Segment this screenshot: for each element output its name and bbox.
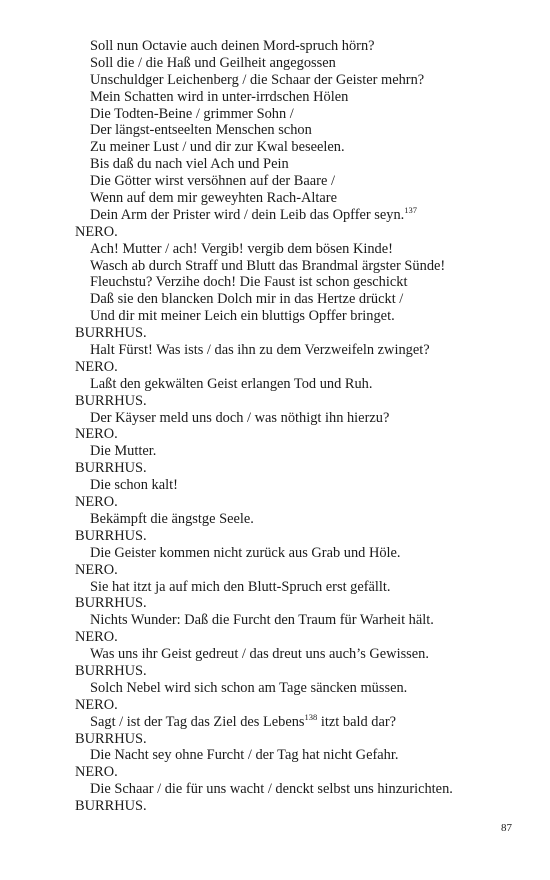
verse-line [0, 711, 550, 731]
line-text: Die Geister kommen nicht zurück aus Grab und Höle. [90, 544, 401, 561]
verse-line [0, 612, 550, 629]
line-text: Fleuchstu? Verzihe doch! Die Faust ist schon geschickt [90, 274, 408, 291]
verse-line [0, 545, 550, 562]
speaker-name [0, 629, 550, 646]
line-text: Der Käyser meld uns doch / was nöthigt ihn hierzu? [90, 409, 390, 426]
verse-line [0, 241, 550, 258]
verse-line [0, 258, 550, 275]
line-text: NERO. [75, 764, 118, 781]
verse-line [0, 477, 550, 494]
speaker-name [0, 562, 550, 579]
line-text: Wasch ab durch Straff und Blutt das Brandmal ärgster Sünde! [90, 257, 446, 274]
line-text: Mein Schatten wird in unter-irrdschen Hölen [90, 88, 349, 105]
verse-line [0, 291, 550, 308]
page-number: 87 [501, 822, 512, 834]
verse-line [0, 106, 550, 123]
speaker-name [0, 697, 550, 714]
line-text: Unschuldger Leichenberg / die Schaar der Geister mehrn? [90, 71, 425, 88]
verse-line [0, 646, 550, 663]
line-text: Die Schaar / die für uns wacht / denckt selbst uns hinzurichten. [90, 781, 453, 798]
line-text: NERO. [75, 494, 118, 511]
verse-line [0, 122, 550, 139]
verse-line [0, 781, 550, 798]
play-text [0, 38, 550, 815]
verse-line [0, 173, 550, 190]
speaker-name [0, 798, 550, 815]
verse-line [0, 511, 550, 528]
verse-line [0, 308, 550, 325]
line-text: NERO. [75, 629, 118, 646]
verse-line [0, 410, 550, 427]
speaker-name [0, 494, 550, 511]
footnote-marker: 137 [404, 204, 418, 215]
line-text: Soll die / die Haß und Geilheit angegossen [90, 54, 336, 71]
line-text: NERO. [75, 426, 118, 443]
speaker-name [0, 325, 550, 342]
line-text: Die Nacht sey ohne Furcht / der Tag hat nicht Gefahr. [90, 747, 399, 764]
line-text: Die Mutter. [90, 443, 157, 460]
line-text: Wenn auf dem mir geweyhten Rach-Altare [90, 190, 337, 207]
line-text: Dein Arm der Prister wird / dein Leib das Opffer seyn. [90, 206, 405, 223]
speaker-name [0, 528, 550, 545]
line-text: BURRHUS. [75, 460, 147, 477]
verse-line [0, 72, 550, 89]
speaker-name [0, 359, 550, 376]
verse-line [0, 579, 550, 596]
verse-line [0, 680, 550, 697]
line-text: NERO. [75, 696, 118, 713]
line-text: Bis daß du nach viel Ach und Pein [90, 156, 289, 173]
speaker-name [0, 764, 550, 781]
speaker-name [0, 224, 550, 241]
line-text-continued: itzt bald dar? [317, 713, 397, 730]
verse-line [0, 204, 550, 224]
speaker-name [0, 595, 550, 612]
verse-line [0, 274, 550, 291]
line-text: NERO. [75, 561, 118, 578]
line-text: NERO. [75, 223, 118, 240]
verse-line [0, 38, 550, 55]
verse-line [0, 342, 550, 359]
line-text: Die schon kalt! [90, 477, 178, 494]
line-text: Die Todten-Beine / grimmer Sohn / [90, 105, 294, 122]
line-text: BURRHUS. [75, 527, 147, 544]
verse-line [0, 443, 550, 460]
line-text: Soll nun Octavie auch deinen Mord-spruch hörn? [90, 38, 375, 54]
line-text: Sie hat itzt ja auf mich den Blutt-Spruch erst gefällt. [90, 578, 391, 595]
line-text: BURRHUS. [75, 595, 147, 612]
line-text: Nichts Wunder: Daß die Furcht den Traum für Warheit hält. [90, 612, 434, 629]
line-text: BURRHUS. [75, 798, 147, 815]
speaker-name [0, 393, 550, 410]
speaker-name [0, 731, 550, 748]
line-text: NERO. [75, 358, 118, 375]
verse-line [0, 376, 550, 393]
verse-line [0, 89, 550, 106]
line-text: Halt Fürst! Was ists / das ihn zu dem Verzweifeln zwinget? [90, 342, 430, 359]
line-text: Bekämpft die ängstge Seele. [90, 510, 254, 527]
line-text: Zu meiner Lust / und dir zur Kwal beseelen. [90, 139, 345, 156]
verse-line [0, 156, 550, 173]
line-text: Solch Nebel wird sich schon am Tage säncken müssen. [90, 679, 408, 696]
line-text: Laßt den gekwälten Geist erlangen Tod und Ruh. [90, 375, 373, 392]
speaker-name [0, 460, 550, 477]
verse-line [0, 55, 550, 72]
line-text: Die Götter wirst versöhnen auf der Baare / [90, 173, 335, 190]
speaker-name [0, 663, 550, 680]
line-text: Ach! Mutter / ach! Vergib! vergib dem bösen Kinde! [90, 240, 393, 257]
verse-line [0, 747, 550, 764]
footnote-marker: 138 [304, 711, 318, 722]
line-text: Was uns ihr Geist gedreut / das dreut uns auch’s Gewissen. [90, 646, 429, 663]
line-text: BURRHUS. [75, 392, 147, 409]
line-text: BURRHUS. [75, 730, 147, 747]
line-text: Sagt / ist der Tag das Ziel des Lebens [90, 713, 305, 730]
speaker-name [0, 426, 550, 443]
verse-line [0, 190, 550, 207]
verse-line [0, 139, 550, 156]
line-text: BURRHUS. [75, 662, 147, 679]
line-text: BURRHUS. [75, 325, 147, 342]
line-text: Und dir mit meiner Leich ein bluttigs Opffer bringet. [90, 308, 395, 325]
line-text: Der längst-entseelten Menschen schon [90, 122, 312, 139]
line-text: Daß sie den blancken Dolch mir in das Hertze drückt / [90, 291, 404, 308]
